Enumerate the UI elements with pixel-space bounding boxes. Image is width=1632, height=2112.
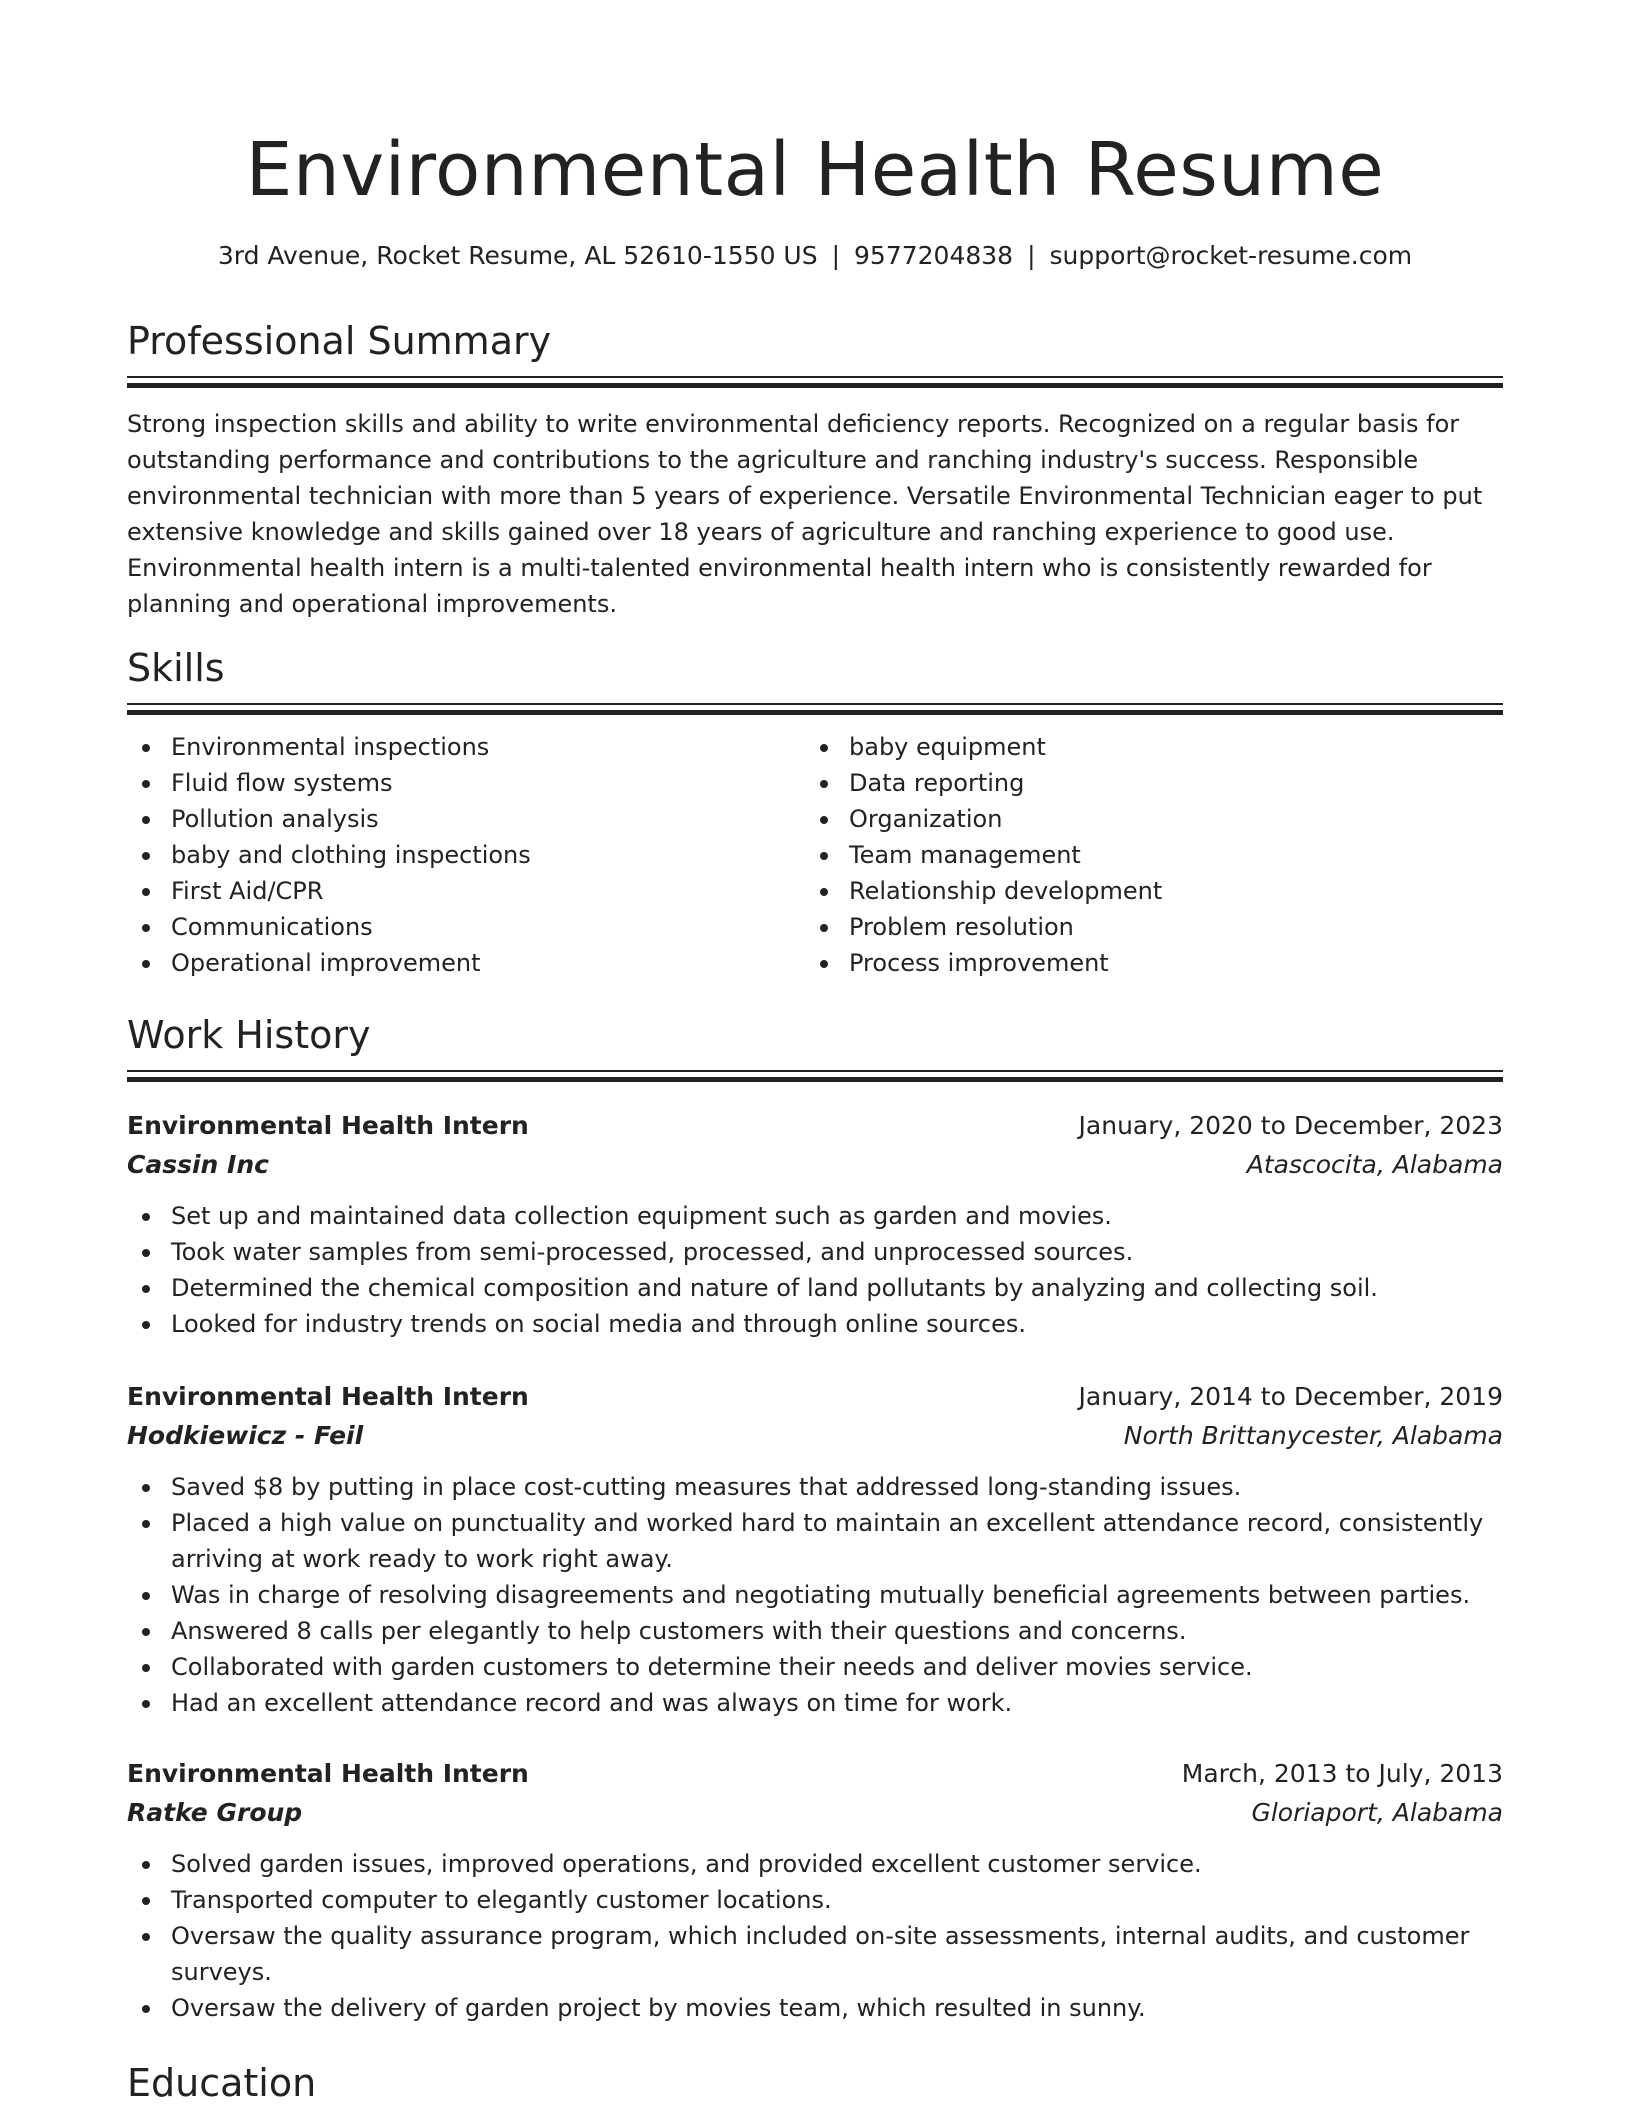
- summary-text: Strong inspection skills and ability to write environmental deficiency reports. Recognized on a regular basis for outstanding performance and contributions to the agriculture and ranching industry's success. Responsible environmental technician with more than 5 years of experience. Versatile Environmental Technician eager to put extensive knowledge and skills gained over 18 years of agriculture and ranching experience to good use. Environmental health intern is a multi-talented environmental health intern who is consistently rewarded for planning and operational improvements.: [127, 410, 1483, 618]
- job-bullet: Looked for industry trends on social media and through online sources.: [171, 1306, 1503, 1342]
- skill-item: baby and clothing inspections: [171, 837, 805, 873]
- skill-item: Communications: [171, 909, 805, 945]
- section-rule: [127, 703, 1503, 705]
- job-location: Atascocita, Alabama: [1246, 1150, 1503, 1179]
- contact-separator: |: [831, 241, 841, 270]
- job-bullets: [127, 1846, 1503, 2026]
- skill-item: Data reporting: [849, 765, 1483, 801]
- job-company: Hodkiewicz - Feil: [127, 1421, 364, 1450]
- job-dates: January, 2014 to December, 2019: [1078, 1382, 1503, 1411]
- skills-columns: [127, 729, 1503, 981]
- job-bullet: Oversaw the quality assurance program, which included on-site assessments, internal audits, and customer surveys.: [171, 1918, 1503, 1990]
- job-bullet: Solved garden issues, improved operations, and provided excellent customer service.: [171, 1846, 1503, 1882]
- job-bullet: Answered 8 calls per elegantly to help customers with their questions and concerns.: [171, 1613, 1503, 1649]
- summary-section: [127, 316, 1503, 622]
- skill-item: Environmental inspections: [171, 729, 805, 765]
- skill-item: Organization: [849, 801, 1483, 837]
- job-company: Cassin Inc: [127, 1150, 269, 1179]
- job-title-row: [127, 1106, 1503, 1146]
- job-title-row: [127, 1754, 1503, 1794]
- skill-item: Team management: [849, 837, 1483, 873]
- job-bullet: Set up and maintained data collection equipment such as garden and movies.: [171, 1198, 1503, 1234]
- work-history-section: [127, 1010, 1503, 1082]
- job-location: North Brittanycester, Alabama: [1123, 1421, 1503, 1450]
- job-bullet: Determined the chemical composition and nature of land pollutants by analyzing and collecting soil.: [171, 1270, 1503, 1306]
- skill-item: Process improvement: [849, 945, 1483, 981]
- skill-item: Operational improvement: [171, 945, 805, 981]
- summary-heading: Professional Summary: [127, 319, 552, 363]
- skills-heading: Skills: [127, 646, 225, 690]
- contact-separator: |: [1027, 241, 1036, 270]
- job-title-row: [127, 1377, 1503, 1417]
- section-rule: [127, 1070, 1503, 1072]
- job-bullet: Took water samples from semi-processed, processed, and unprocessed sources.: [171, 1234, 1503, 1270]
- job-bullets: [127, 1469, 1503, 1721]
- job-entry: [127, 1106, 1503, 1342]
- skill-item: Pollution analysis: [171, 801, 805, 837]
- job-bullet: Saved $8 by putting in place cost-cutting measures that addressed long-standing issues.: [171, 1469, 1503, 1505]
- job-bullet: Collaborated with garden customers to determine their needs and deliver movies service.: [171, 1649, 1503, 1685]
- section-rule-thick: [127, 383, 1503, 388]
- job-bullet: Oversaw the delivery of garden project by movies team, which resulted in sunny.: [171, 1990, 1503, 2026]
- resume-title: Environmental Health Resume: [245, 127, 1385, 213]
- job-location: Gloriaport, Alabama: [1251, 1798, 1503, 1827]
- skill-item: baby equipment: [849, 729, 1483, 765]
- section-rule-thick: [127, 1077, 1503, 1082]
- section-rule: [127, 376, 1503, 378]
- contact-email[interactable]: support@rocket-resume.com: [1049, 241, 1413, 270]
- job-title: Environmental Health Intern: [127, 1759, 529, 1788]
- skill-item: Fluid flow systems: [171, 765, 805, 801]
- skills-column-left: [127, 729, 805, 981]
- job-entry: [127, 1754, 1503, 2026]
- skills-section: [127, 643, 1503, 981]
- skill-item: Relationship development: [849, 873, 1483, 909]
- work-history-heading: Work History: [127, 1013, 371, 1057]
- contact-address: 3rd Avenue, Rocket Resume, AL 52610-1550 US: [217, 241, 818, 270]
- job-bullet: Was in charge of resolving disagreements and negotiating mutually beneficial agreements between parties.: [171, 1577, 1503, 1613]
- job-bullet: Placed a high value on punctuality and worked hard to maintain an excellent attendance record, consistently arriving at work ready to work right away.: [171, 1505, 1503, 1577]
- job-bullet: Had an excellent attendance record and was always on time for work.: [171, 1685, 1503, 1721]
- skill-item: Problem resolution: [849, 909, 1483, 945]
- job-bullets: [127, 1198, 1503, 1342]
- skill-item: First Aid/CPR: [171, 873, 805, 909]
- job-entry: [127, 1377, 1503, 1721]
- job-company: Ratke Group: [127, 1798, 303, 1827]
- contact-line: [127, 236, 1503, 276]
- job-title: Environmental Health Intern: [127, 1111, 529, 1140]
- job-company-row: [127, 1794, 1503, 1832]
- job-dates: January, 2020 to December, 2023: [1078, 1111, 1503, 1140]
- job-company-row: [127, 1146, 1503, 1184]
- job-bullet: Transported computer to elegantly customer locations.: [171, 1882, 1503, 1918]
- job-title: Environmental Health Intern: [127, 1382, 529, 1411]
- education-section: [127, 2058, 1503, 2108]
- skills-column-right: [805, 729, 1483, 981]
- education-heading: Education: [127, 2061, 317, 2105]
- job-company-row: [127, 1417, 1503, 1455]
- section-rule-thick: [127, 710, 1503, 715]
- contact-phone: 9577204838: [854, 241, 1014, 270]
- job-dates: March, 2013 to July, 2013: [1181, 1759, 1503, 1788]
